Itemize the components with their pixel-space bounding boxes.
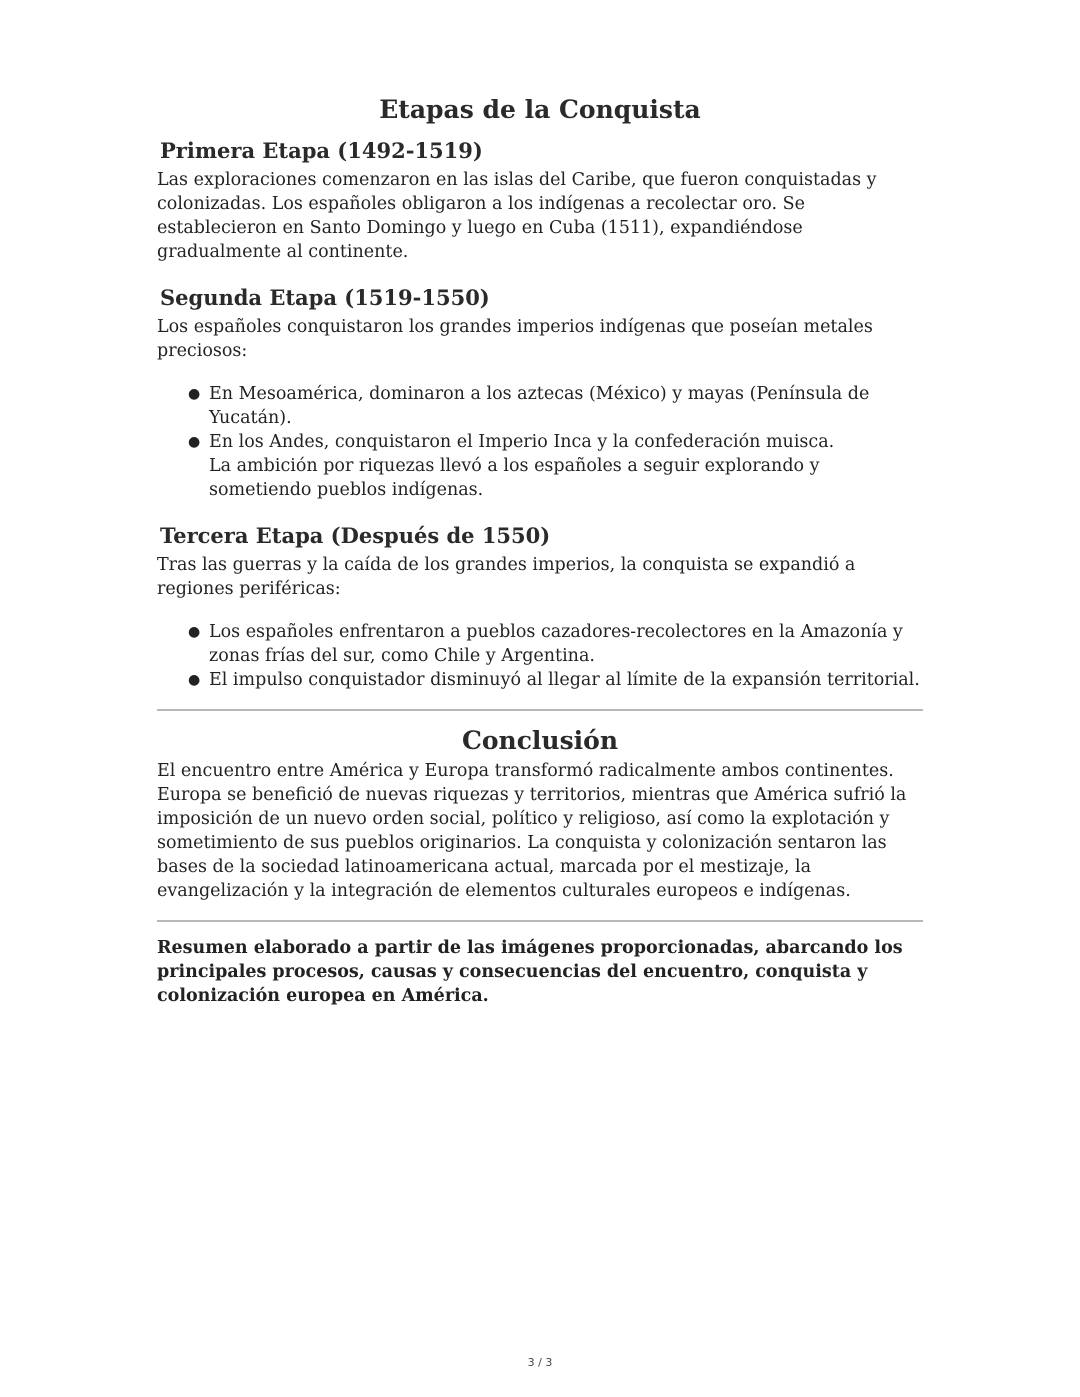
list-item-text: En Mesoamérica, dominaron a los aztecas (México) y mayas (Península de Yucatán).	[209, 384, 870, 428]
list-item	[188, 382, 923, 430]
section-heading: Primera Etapa (1492-1519)	[160, 138, 483, 163]
section-segunda-etapa	[157, 283, 923, 502]
bullet-list	[157, 620, 923, 692]
section-heading: Tercera Etapa (Después de 1550)	[160, 523, 551, 548]
conclusion-text: El encuentro entre América y Europa transformó radicalmente ambos continentes. Europa se benefició de nuevas riquezas y territorios, mientras que América sufrió la imposición de un nuevo orden social, político y religioso, así como la explotación y sometimiento de sus pueblos originarios. La conquista y colonización sentaron las bases de la sociedad latinoamericana actual, marcada por el mestizaje, la evangelización y la integración de elementos culturales europeos e indígenas.	[157, 761, 907, 901]
list-item	[188, 430, 923, 502]
section-heading: Segunda Etapa (1519-1550)	[160, 285, 490, 310]
list-continuation-text: La ambición por riquezas llevó a los españoles a seguir explorando y sometiendo pueblos indígenas.	[209, 456, 820, 500]
bullet-icon: ●	[188, 386, 201, 402]
conclusion-heading: Conclusión	[461, 726, 619, 755]
summary-note: Resumen elaborado a partir de las imágenes proporcionadas, abarcando los principales procesos, causas y consecuencias del encuentro, conquista y colonización europea en América.	[157, 938, 903, 1006]
section-text: Los españoles conquistaron los grandes imperios indígenas que poseían metales preciosos:	[157, 317, 873, 361]
divider	[157, 920, 923, 922]
bullet-icon: ●	[188, 624, 201, 640]
section-text: Las exploraciones comenzaron en las islas del Caribe, que fueron conquistadas y colonizadas. Los españoles obligaron a los indígenas a recolectar oro. Se establecieron en Santo Domingo y luego en Cuba (1511), expandiéndose gradualmente al continente.	[157, 170, 877, 262]
bullet-icon: ●	[188, 434, 201, 450]
bullet-icon: ●	[188, 672, 201, 688]
list-item-text: En los Andes, conquistaron el Imperio Inca y la confederación muisca.	[209, 432, 835, 452]
section-primera-etapa	[157, 136, 923, 264]
bullet-list	[157, 382, 923, 502]
list-item	[188, 620, 923, 668]
document-page	[157, 92, 923, 1008]
list-item	[188, 668, 923, 692]
list-item-text: El impulso conquistador disminuyó al llegar al límite de la expansión territorial.	[209, 670, 920, 690]
list-item-text: Los españoles enfrentaron a pueblos cazadores-recolectores en la Amazonía y zonas frías del sur, como Chile y Argentina.	[209, 622, 903, 666]
divider	[157, 709, 923, 711]
page-indicator: 3 / 3	[527, 1356, 553, 1369]
page-title: Etapas de la Conquista	[379, 95, 701, 124]
section-text: Tras las guerras y la caída de los grandes imperios, la conquista se expandió a regiones periféricas:	[157, 555, 856, 599]
section-tercera-etapa	[157, 521, 923, 692]
